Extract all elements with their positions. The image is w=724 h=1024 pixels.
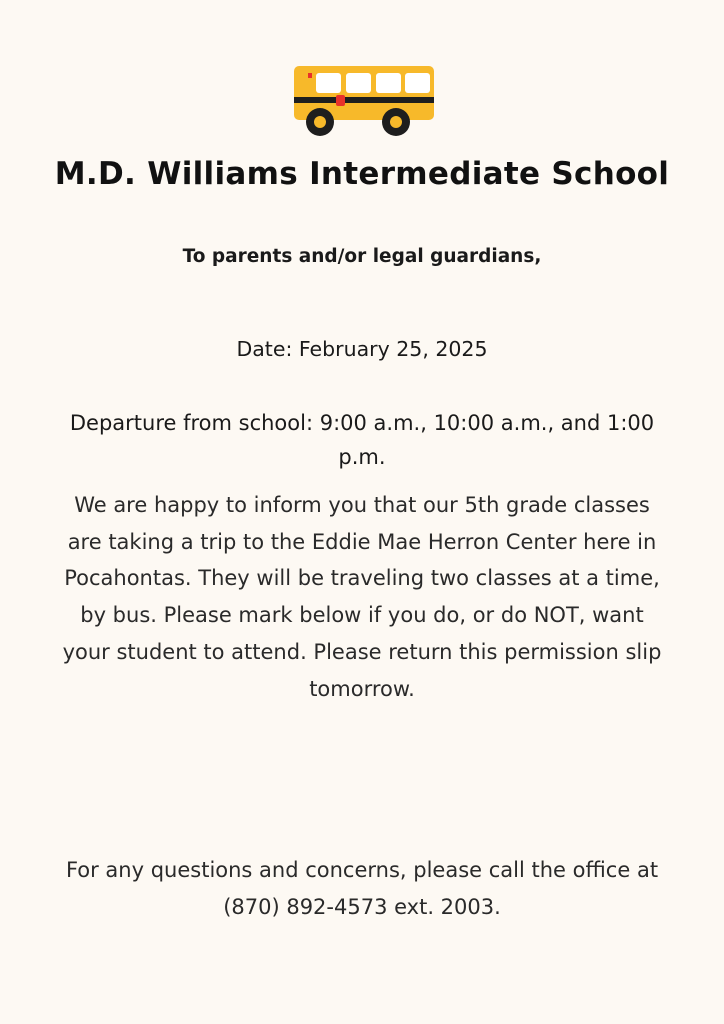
departure-times: Departure from school: 9:00 a.m., 10:00 a.m., and 1:00 p.m.: [69, 411, 655, 469]
letter-body: We are happy to inform you that our 5th grade classes are taking a trip to the Eddie Mae Herron Center here in Pocahontas. They will be traveling two classes at a time, by bus. Please mark below if you do, or do NOT, want your student to attend. Please return this permission slip tomorrow.: [62, 493, 662, 701]
school-bus-icon: [292, 64, 436, 140]
letter-greeting: To parents and/or legal guardians,: [182, 246, 542, 267]
school-name-title: M.D. Williams Intermediate School: [54, 156, 670, 192]
trip-date: Date: February 25, 2025: [236, 337, 488, 361]
contact-info: For any questions and concerns, please call the office at (870) 892-4573 ext. 2003.: [65, 858, 659, 919]
